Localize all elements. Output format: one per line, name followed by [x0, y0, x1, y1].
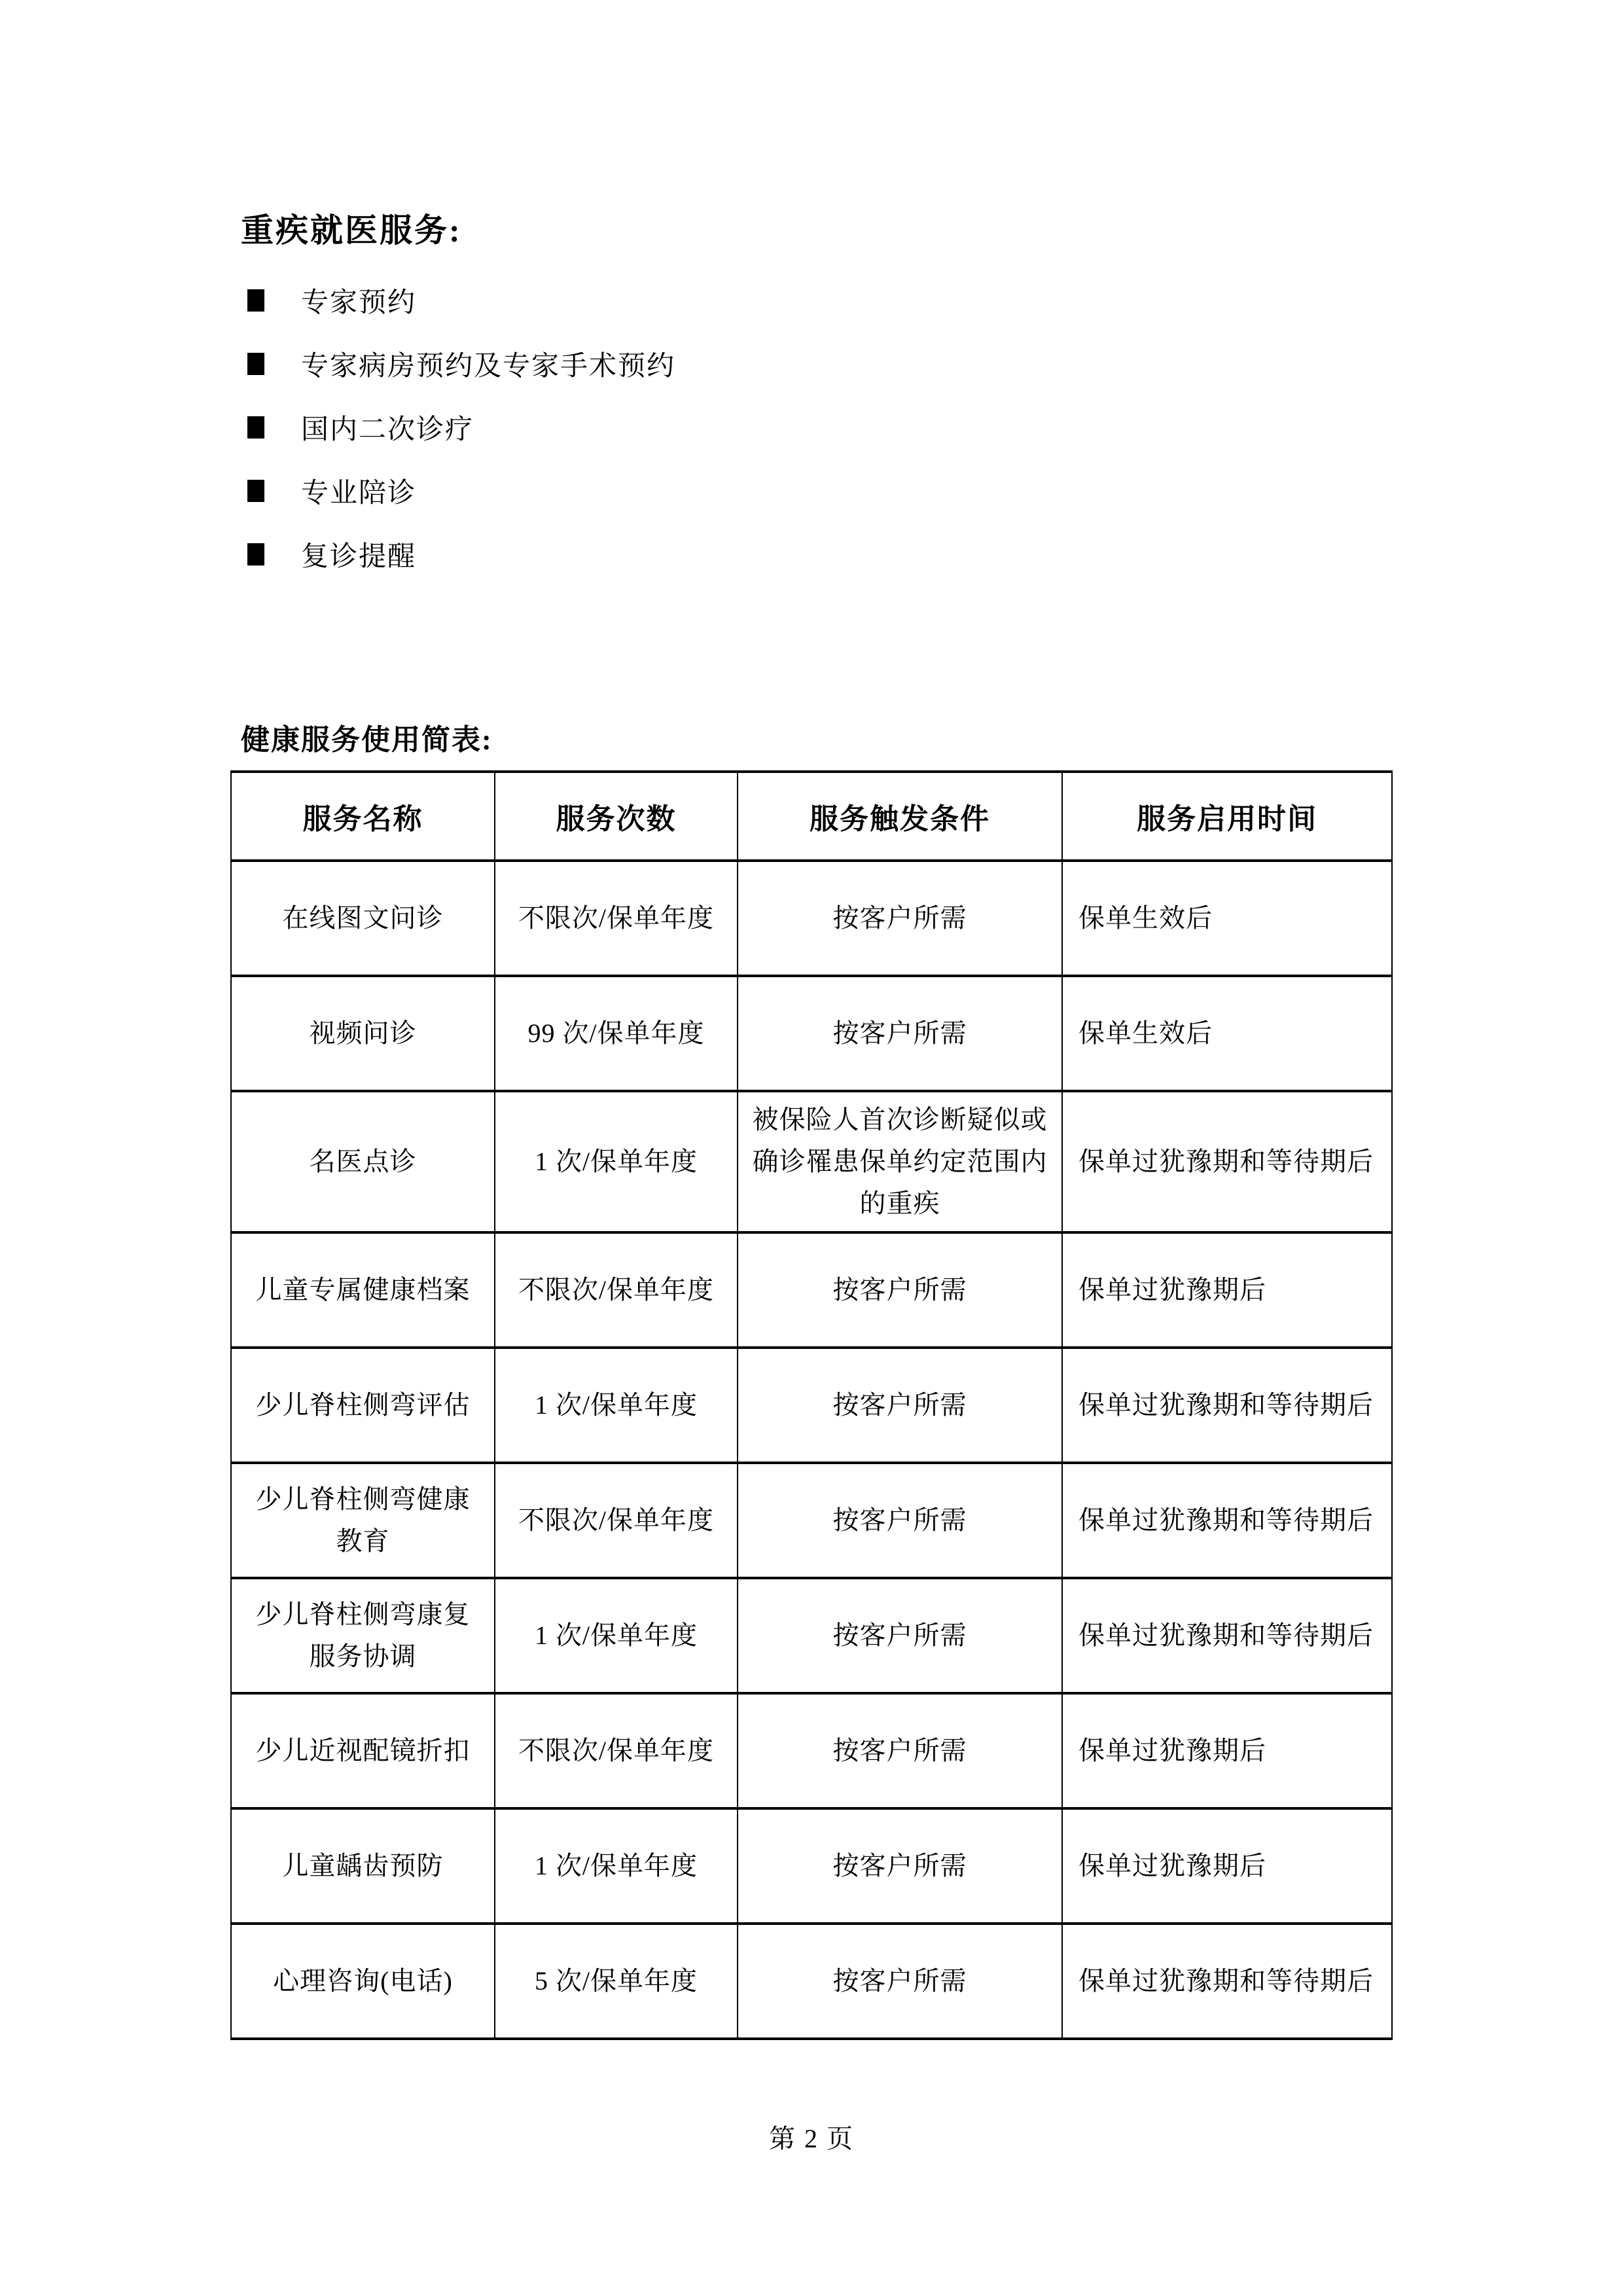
table-cell: 保单过犹豫期后 — [1062, 1232, 1392, 1348]
square-bullet-icon — [247, 416, 264, 439]
table-body — [231, 861, 1392, 2039]
bullet-item — [247, 332, 675, 395]
table-cell: 保单生效后 — [1062, 861, 1392, 976]
table-cell: 视频问诊 — [231, 976, 495, 1091]
table-cell: 少儿近视配镜折扣 — [231, 1693, 495, 1808]
table-cell: 儿童专属健康档案 — [231, 1232, 495, 1348]
table-row — [231, 1693, 1392, 1808]
table-cell: 心理咨询(电话) — [231, 1924, 495, 2039]
table-cell: 1 次/保单年度 — [495, 1578, 738, 1693]
table-cell: 少儿脊柱侧弯评估 — [231, 1348, 495, 1463]
table-cell: 被保险人首次诊断疑似或确诊罹患保单约定范围内的重疾 — [738, 1091, 1062, 1232]
table-row — [231, 1463, 1392, 1578]
table-header-row — [231, 772, 1392, 861]
table-cell: 1 次/保单年度 — [495, 1808, 738, 1924]
table-cell: 不限次/保单年度 — [495, 1693, 738, 1808]
table-cell: 按客户所需 — [738, 976, 1062, 1091]
table-cell: 不限次/保单年度 — [495, 861, 738, 976]
table-row — [231, 1232, 1392, 1348]
table-cell: 保单过犹豫期和等待期后 — [1062, 1091, 1392, 1232]
bullet-item — [247, 522, 675, 586]
health-services-table — [230, 770, 1393, 2040]
section-heading: 重疾就医服务: — [241, 212, 462, 249]
table-cell: 保单过犹豫期和等待期后 — [1062, 1348, 1392, 1463]
table-cell: 儿童龋齿预防 — [231, 1808, 495, 1924]
bullet-item — [247, 268, 675, 332]
table-cell: 99 次/保单年度 — [495, 976, 738, 1091]
table-row — [231, 1924, 1392, 2039]
column-header-service-name: 服务名称 — [231, 772, 495, 861]
table-cell: 保单生效后 — [1062, 976, 1392, 1091]
table-cell: 1 次/保单年度 — [495, 1091, 738, 1232]
table-title: 健康服务使用简表: — [241, 724, 493, 756]
table-cell: 不限次/保单年度 — [495, 1232, 738, 1348]
square-bullet-icon — [247, 353, 264, 375]
table-cell: 1 次/保单年度 — [495, 1348, 738, 1463]
table-cell: 5 次/保单年度 — [495, 1924, 738, 2039]
table-cell: 保单过犹豫期后 — [1062, 1693, 1392, 1808]
table-cell: 保单过犹豫期和等待期后 — [1062, 1463, 1392, 1578]
table-cell: 保单过犹豫期后 — [1062, 1808, 1392, 1924]
table-cell: 按客户所需 — [738, 1232, 1062, 1348]
bullet-item-label: 专业陪诊 — [301, 478, 417, 509]
bullet-item-label: 国内二次诊疗 — [301, 414, 474, 445]
table-row — [231, 1091, 1392, 1232]
column-header-service-count: 服务次数 — [495, 772, 738, 861]
bullet-list — [247, 268, 675, 586]
table-cell: 少儿脊柱侧弯健康教育 — [231, 1463, 495, 1578]
table-cell: 按客户所需 — [738, 1348, 1062, 1463]
table-cell: 按客户所需 — [738, 1578, 1062, 1693]
table-row — [231, 861, 1392, 976]
table-row — [231, 976, 1392, 1091]
table-cell: 按客户所需 — [738, 1463, 1062, 1578]
bullet-item — [247, 395, 675, 459]
bullet-item-label: 复诊提醒 — [301, 541, 417, 572]
table-cell: 在线图文问诊 — [231, 861, 495, 976]
page-number: 第 2 页 — [769, 2124, 854, 2153]
table-cell: 保单过犹豫期和等待期后 — [1062, 1578, 1392, 1693]
square-bullet-icon — [247, 543, 264, 565]
table-cell: 按客户所需 — [738, 1924, 1062, 2039]
table-cell: 保单过犹豫期和等待期后 — [1062, 1924, 1392, 2039]
table-cell: 名医点诊 — [231, 1091, 495, 1232]
table-row — [231, 1578, 1392, 1693]
table-cell: 不限次/保单年度 — [495, 1463, 738, 1578]
bullet-item-label: 专家病房预约及专家手术预约 — [301, 351, 676, 382]
bullet-item — [247, 459, 675, 522]
table-row — [231, 1808, 1392, 1924]
square-bullet-icon — [247, 480, 264, 502]
table-row — [231, 1348, 1392, 1463]
column-header-activation-time: 服务启用时间 — [1062, 772, 1392, 861]
column-header-trigger-condition: 服务触发条件 — [738, 772, 1062, 861]
table-cell: 按客户所需 — [738, 861, 1062, 976]
table-cell: 少儿脊柱侧弯康复服务协调 — [231, 1578, 495, 1693]
square-bullet-icon — [247, 289, 264, 312]
table-cell: 按客户所需 — [738, 1808, 1062, 1924]
table-cell: 按客户所需 — [738, 1693, 1062, 1808]
bullet-item-label: 专家预约 — [301, 287, 417, 318]
